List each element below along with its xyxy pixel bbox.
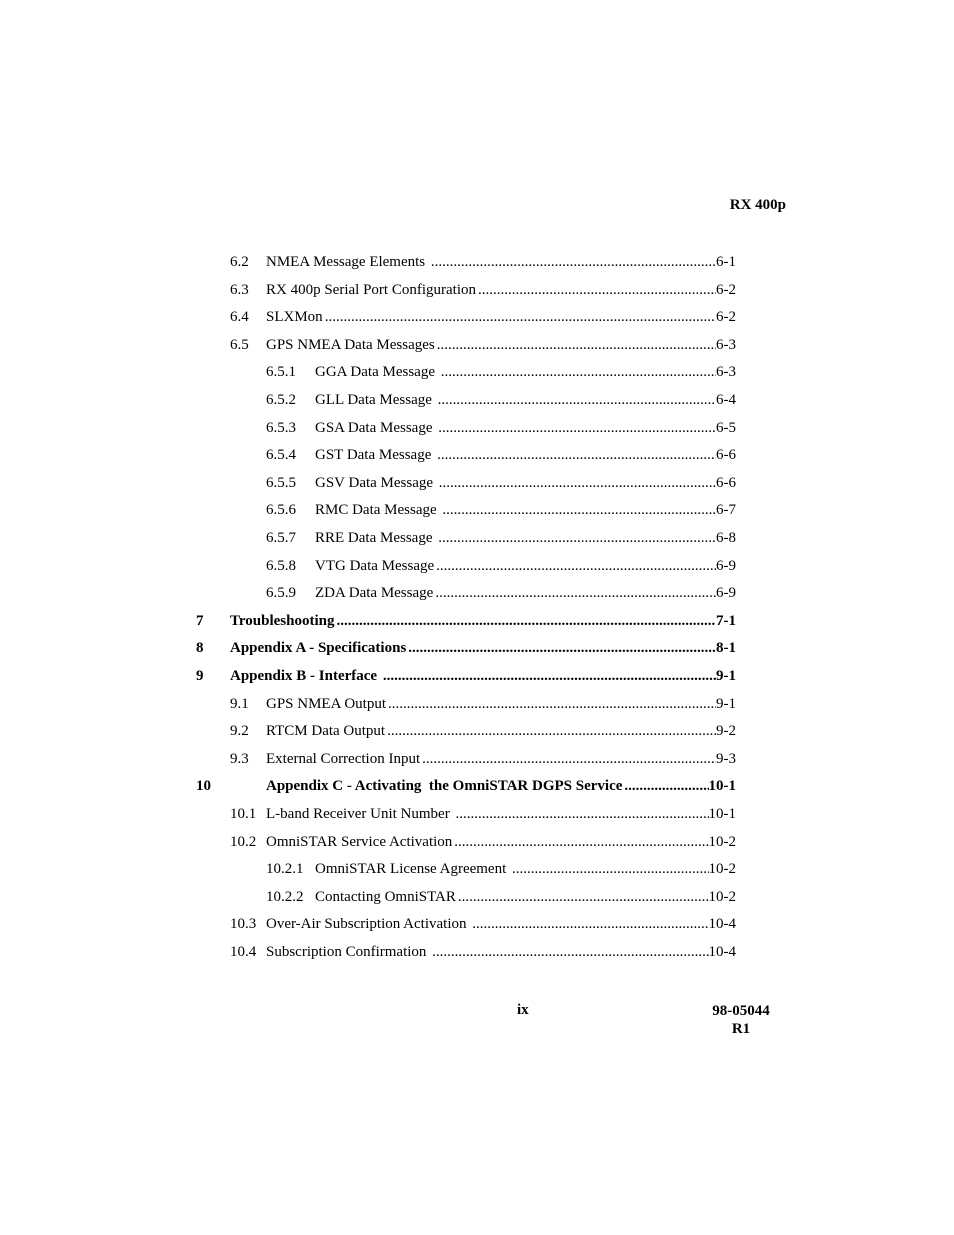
toc-entry-number: 9.2 (230, 723, 249, 739)
toc-entry[interactable] (266, 528, 736, 548)
document-number: 98-05044 (712, 1003, 770, 1019)
toc-entry-number: 9.3 (230, 751, 249, 767)
toc-entry-page: 10-4 (708, 944, 736, 960)
toc-entry-title: Over-Air Subscription Activation (266, 916, 471, 932)
toc-entry[interactable] (230, 832, 736, 852)
toc-entry-number: 6.5.3 (266, 420, 296, 436)
toc-entry[interactable] (230, 335, 736, 355)
toc-entry-page: 6-7 (716, 502, 736, 518)
toc-entry-title: Appendix A - Specifications (230, 640, 407, 656)
toc-entry[interactable] (266, 859, 736, 879)
toc-entry-title: GST Data Message (315, 447, 436, 463)
dot-leader (325, 307, 716, 327)
toc-entry-page: 6-8 (716, 530, 736, 546)
dot-leader (454, 832, 708, 852)
dot-leader (512, 859, 708, 879)
toc-entry-page: 6-5 (716, 420, 736, 436)
toc-entry-title: RRE Data Message (315, 530, 437, 546)
toc-entry-number: 10.2 (230, 834, 257, 850)
dot-leader (408, 638, 716, 658)
toc-entry[interactable] (266, 556, 736, 576)
toc-entry-page: 10-1 (708, 778, 736, 794)
dot-leader (472, 914, 708, 934)
toc-entry[interactable] (196, 611, 736, 631)
toc-entry[interactable] (230, 914, 736, 934)
toc-entry-number: 6.2 (230, 254, 249, 270)
toc-entry-page: 6-4 (716, 392, 736, 408)
toc-entry-page: 6-6 (716, 447, 736, 463)
toc-entry-title: Troubleshooting (230, 613, 335, 629)
toc-entry-page: 10-2 (708, 861, 736, 877)
toc-entry-number: 9 (196, 668, 204, 684)
toc-entry-title: SLXMon (266, 309, 323, 325)
toc-entry[interactable] (266, 445, 736, 465)
toc-entry-title: Subscription Confirmation (266, 944, 431, 960)
dot-leader (432, 942, 708, 962)
toc-entry-page: 6-9 (716, 558, 736, 574)
toc-entry-number: 6.5.5 (266, 475, 296, 491)
toc-entry-page: 9-1 (716, 668, 736, 684)
dot-leader (442, 500, 716, 520)
toc-entry-number: 6.5.6 (266, 502, 296, 518)
toc-entry[interactable] (196, 666, 736, 686)
dot-leader (383, 666, 716, 686)
dot-leader (422, 749, 716, 769)
dot-leader (336, 611, 716, 631)
toc-entry-page: 9-1 (716, 696, 736, 712)
toc-entry-page: 10-2 (708, 889, 736, 905)
toc-entry-title: Contacting OmniSTAR (315, 889, 456, 905)
document-number-block (696, 1002, 786, 1038)
running-header: RX 400p (729, 197, 786, 213)
toc-entry-title: GLL Data Message (315, 392, 436, 408)
dot-leader (438, 418, 716, 438)
toc-entry[interactable] (230, 694, 736, 714)
toc-entry-page: 8-1 (716, 640, 736, 656)
toc-entry-number: 10.2.2 (266, 889, 304, 905)
toc-entry-number: 6.5.9 (266, 585, 296, 601)
toc-entry-number: 6.5.1 (266, 364, 296, 380)
toc-entry-number: 10 (196, 778, 211, 794)
toc-entry[interactable] (266, 887, 736, 907)
toc-entry-page: 9-3 (716, 751, 736, 767)
toc-entry-title: GSA Data Message (315, 420, 437, 436)
toc-entry[interactable] (230, 721, 736, 741)
toc-entry-page: 6-2 (716, 282, 736, 298)
dot-leader (458, 887, 709, 907)
toc-entry-page: 10-1 (708, 806, 736, 822)
dot-leader (437, 445, 716, 465)
toc-entry[interactable] (266, 583, 736, 603)
toc-entry-page: 10-2 (708, 834, 736, 850)
toc-entry-title: VTG Data Message (315, 558, 435, 574)
document-revision: R1 (731, 1021, 751, 1037)
toc-entry-title: GPS NMEA Data Messages (266, 337, 435, 353)
toc-entry-page: 6-1 (716, 254, 736, 270)
toc-entry-title: GPS NMEA Output (266, 696, 387, 712)
toc-entry-number: 10.3 (230, 916, 257, 932)
toc-entry-title: OmniSTAR License Agreement (315, 861, 511, 877)
toc-entry-page: 9-2 (716, 723, 736, 739)
toc-entry-number: 8 (196, 640, 204, 656)
toc-entry-page: 6-3 (716, 337, 736, 353)
toc-entry[interactable] (230, 749, 736, 769)
toc-entry-page: 7-1 (716, 613, 736, 629)
toc-entry-title: External Correction Input (266, 751, 421, 767)
dot-leader (435, 583, 716, 603)
toc-entry[interactable] (230, 804, 736, 824)
toc-entry-number: 9.1 (230, 696, 249, 712)
dot-leader (431, 252, 716, 272)
toc-entry-page: 6-9 (716, 585, 736, 601)
toc-entry-title: RX 400p Serial Port Configuration (266, 282, 476, 298)
toc-entry-number: 6.5.4 (266, 447, 296, 463)
toc-entry[interactable] (266, 418, 736, 438)
toc-entry-number: 6.5 (230, 337, 249, 353)
toc-entry-title: GSV Data Message (315, 475, 437, 491)
toc-entry-title: RMC Data Message (315, 502, 441, 518)
toc-entry-title: L-band Receiver Unit Number (266, 806, 454, 822)
dot-leader (439, 473, 716, 493)
dot-leader (387, 721, 716, 741)
dot-leader (437, 335, 716, 355)
toc-entry-title: Appendix C - Activating the OmniSTAR DGPS Service (266, 778, 623, 794)
toc-entry-number: 6.5.2 (266, 392, 296, 408)
toc-entry[interactable] (266, 362, 736, 382)
toc-entry[interactable] (266, 500, 736, 520)
toc-entry-title: ZDA Data Message (315, 585, 434, 601)
toc-entry-number: 6.5.7 (266, 530, 296, 546)
page-number: ix (517, 1002, 529, 1018)
toc-entry[interactable] (266, 390, 736, 410)
toc-entry-number: 10.2.1 (266, 861, 304, 877)
toc-entry-title: NMEA Message Elements (266, 254, 429, 270)
toc-entry-number: 6.4 (230, 309, 249, 325)
toc-entry-title: OmniSTAR Service Activation (266, 834, 453, 850)
dot-leader (624, 776, 708, 796)
toc-entry-number: 6.3 (230, 282, 249, 298)
toc-entry-page: 10-4 (708, 916, 736, 932)
toc-entry[interactable] (196, 776, 736, 796)
toc-entry-page: 6-6 (716, 475, 736, 491)
toc-entry[interactable] (196, 638, 736, 658)
dot-leader (438, 528, 716, 548)
dot-leader (438, 390, 716, 410)
toc-entry-number: 10.1 (230, 806, 257, 822)
toc-entry[interactable] (230, 252, 736, 272)
toc-entry-page: 6-2 (716, 309, 736, 325)
toc-entry[interactable] (230, 942, 736, 962)
dot-leader (478, 280, 716, 300)
dot-leader (455, 804, 708, 824)
toc-entry[interactable] (230, 280, 736, 300)
toc-entry-title: RTCM Data Output (266, 723, 386, 739)
dot-leader (436, 556, 716, 576)
dot-leader (441, 362, 716, 382)
toc-entry-page: 6-3 (716, 364, 736, 380)
toc-entry-number: 6.5.8 (266, 558, 296, 574)
toc-entry-number: 10.4 (230, 944, 257, 960)
toc-entry-number: 7 (196, 613, 204, 629)
dot-leader (388, 694, 716, 714)
toc-entry-title: Appendix B - Interface (230, 668, 381, 684)
toc-entry[interactable] (230, 307, 736, 327)
toc-entry-title: GGA Data Message (315, 364, 439, 380)
toc-entry[interactable] (266, 473, 736, 493)
